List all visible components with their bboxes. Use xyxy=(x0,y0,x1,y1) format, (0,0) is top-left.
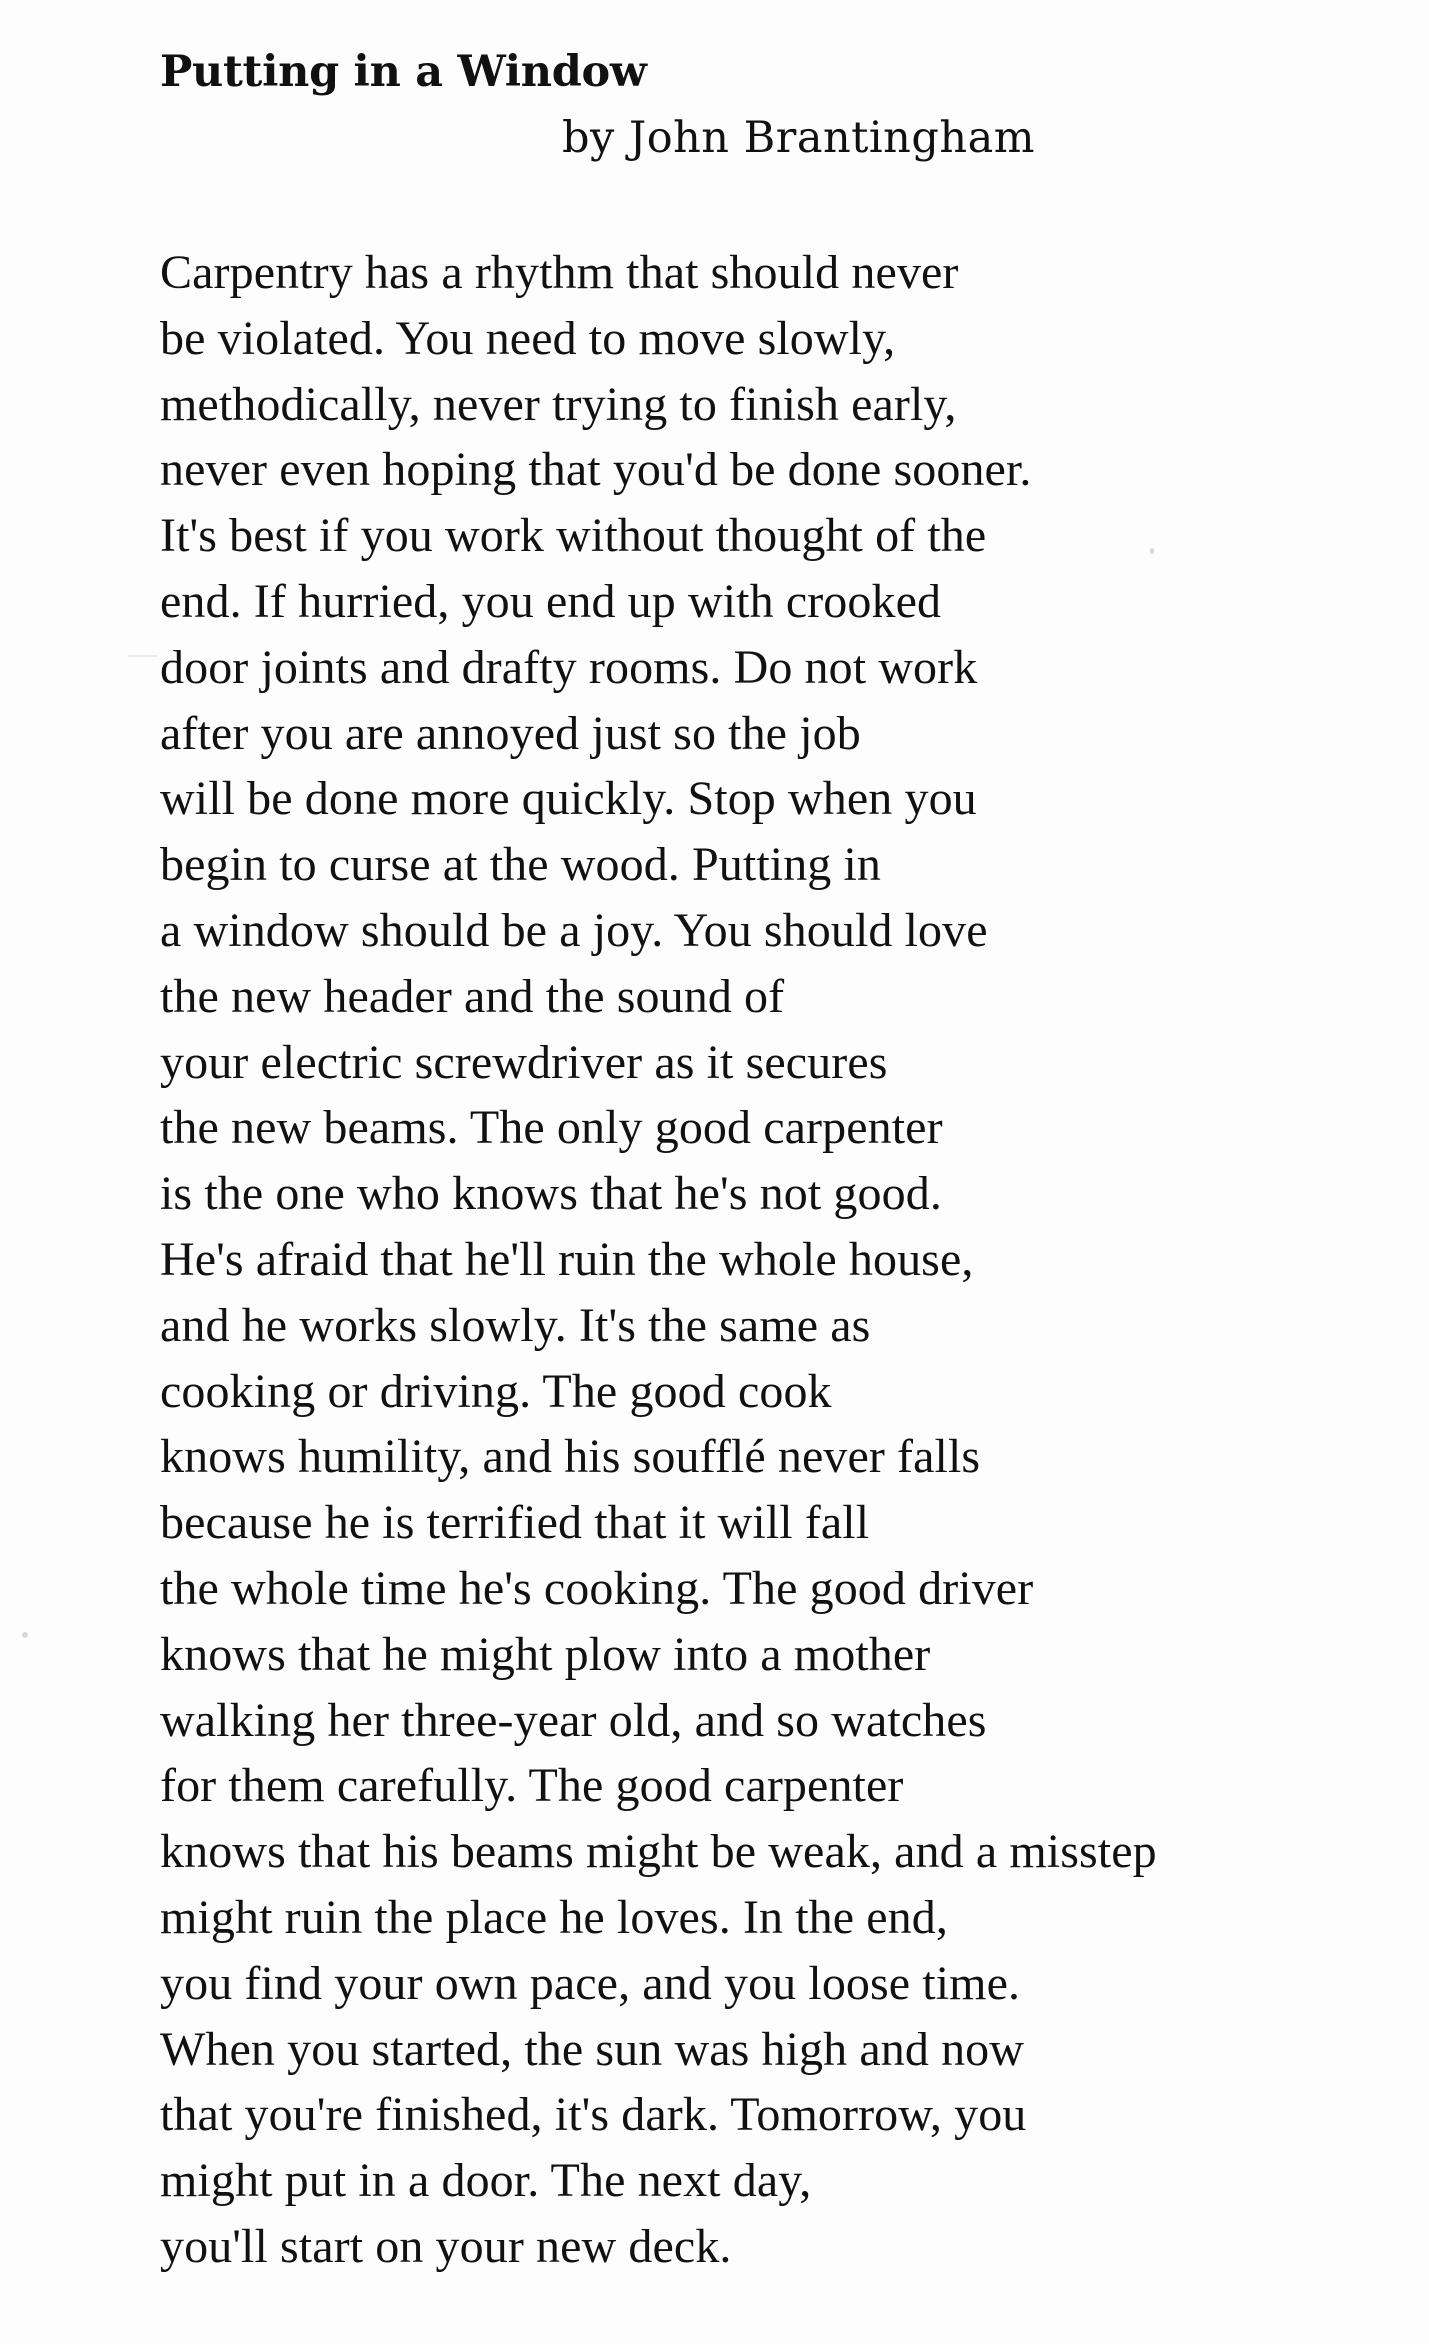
poem-line: It's best if you work without thought of the xyxy=(160,509,987,563)
poem-line: knows humility, and his soufflé never falls xyxy=(160,1430,981,1484)
poem-line: you'll start on your new deck. xyxy=(160,2219,732,2273)
poem-line: for them carefully. The good carpenter xyxy=(160,1759,904,1813)
scan-speck xyxy=(128,655,158,657)
poem-line: methodically, never trying to finish early, xyxy=(160,377,957,431)
poem-line: door joints and drafty rooms. Do not work xyxy=(160,640,978,694)
poem-line: that you're finished, it's dark. Tomorrow, you xyxy=(160,2088,1027,2142)
poem-line: might put in a door. The next day, xyxy=(160,2154,812,2208)
poem-line: cooking or driving. The good cook xyxy=(160,1364,832,1418)
poem-line: end. If hurried, you end up with crooked xyxy=(160,574,942,628)
poem-line: Carpentry has a rhythm that should never xyxy=(160,246,959,299)
poem-title: Putting in a Window xyxy=(160,47,647,97)
poem-line: after you are annoyed just so the job xyxy=(160,706,861,760)
poem-line: the new header and the sound of xyxy=(160,969,785,1023)
poem-line: is the one who knows that he's not good. xyxy=(160,1167,942,1221)
poem-line: knows that he might plow into a mother xyxy=(160,1627,931,1681)
poem-line: your electric screwdriver as it secures xyxy=(160,1035,888,1089)
poem-body xyxy=(160,240,1157,2280)
poem-line: will be done more quickly. Stop when you xyxy=(160,772,977,826)
poem-line: a window should be a joy. You should love xyxy=(160,903,988,957)
poem-line: never even hoping that you'd be done sooner. xyxy=(160,443,1032,497)
poem-line: begin to curse at the wood. Putting in xyxy=(160,838,882,892)
poem-line: knows that his beams might be weak, and a misstep xyxy=(160,1825,1157,1879)
scan-speck xyxy=(22,1632,28,1638)
poem-line: the whole time he's cooking. The good driver xyxy=(160,1561,1034,1615)
poem-line: be violated. You need to move slowly, xyxy=(160,311,896,365)
poem-line: walking her three-year old, and so watches xyxy=(160,1693,987,1747)
poem-line: the new beams. The only good carpenter xyxy=(160,1101,943,1155)
poem-byline: by John Brantingham xyxy=(562,113,1036,163)
poem-line: might ruin the place he loves. In the end, xyxy=(160,1890,948,1944)
poem-line: When you started, the sun was high and now xyxy=(160,2022,1025,2076)
poem-line: and he works slowly. It's the same as xyxy=(160,1298,871,1352)
poem-line: because he is terrified that it will fall xyxy=(160,1496,870,1550)
scan-speck xyxy=(1150,548,1154,554)
poem-line: you find your own pace, and you loose time. xyxy=(160,1956,1021,2010)
poem-line: He's afraid that he'll ruin the whole house, xyxy=(160,1232,974,1286)
